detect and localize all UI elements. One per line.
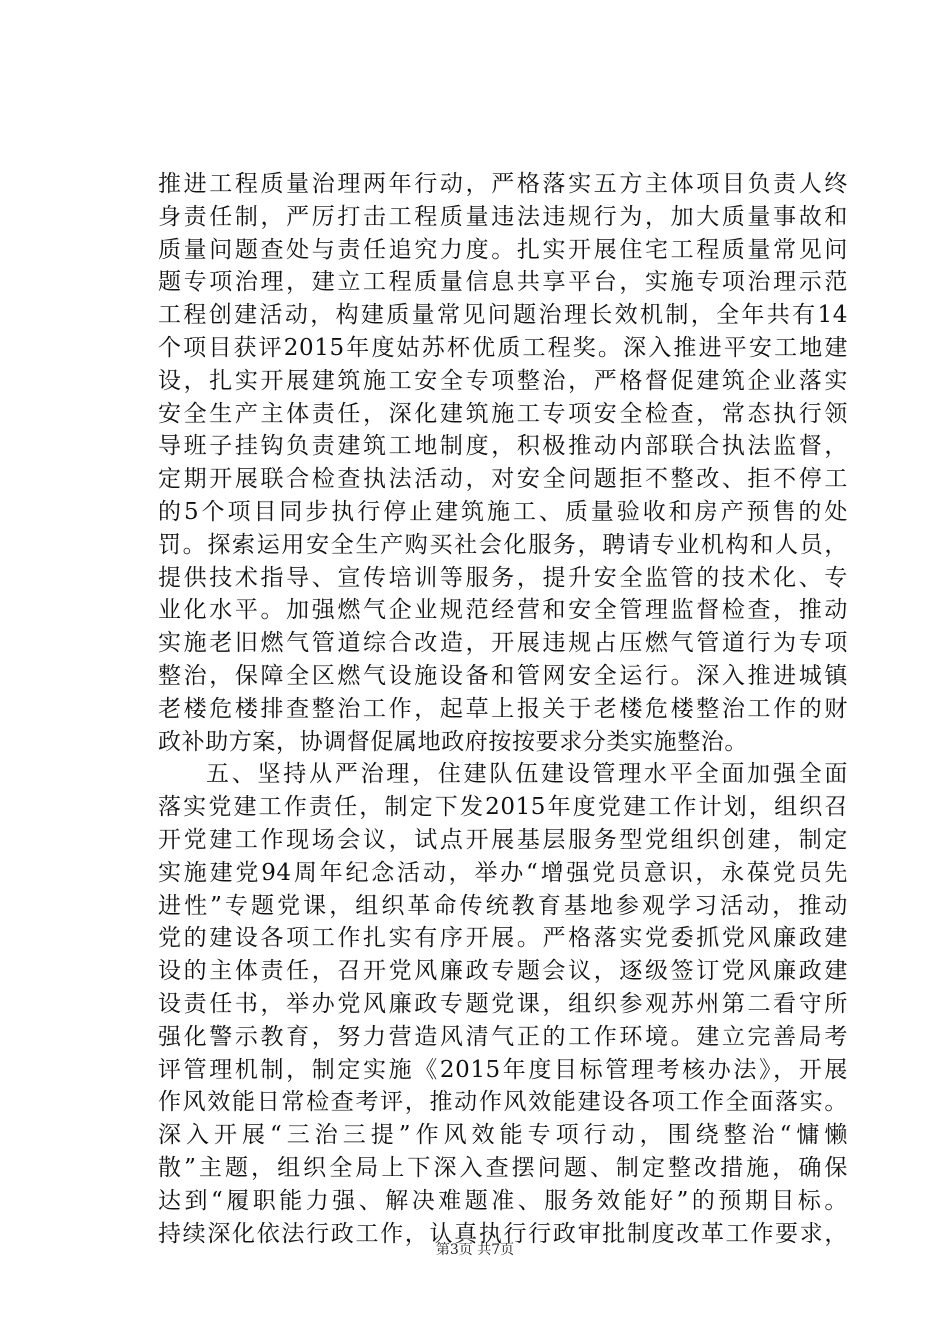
body-line: 作风效能日常检查考评，推动作风效能建设各项工作全面落实。 xyxy=(158,1089,848,1116)
body-line: 整治，保障全区燃气设施设备和管网安全运行。深入推进城镇 xyxy=(158,662,848,689)
body-line: 实施老旧燃气管道综合改造，开展违规占压燃气管道行为专项 xyxy=(158,630,848,657)
body-line: 题专项治理，建立工程质量信息共享平台，实施专项治理示范 xyxy=(158,269,848,296)
body-line: 工程创建活动，构建质量常见问题治理长效机制，全年共有14 xyxy=(158,302,848,329)
body-line: 党的建设各项工作扎实有序开展。严格落实党委抓党风廉政建 xyxy=(158,925,848,952)
body-line: 老楼危楼排查整治工作，起草上报关于老楼危楼整治工作的财 xyxy=(158,695,848,722)
body-line: 深入开展“三治三提”作风效能专项行动，围绕整治“慵懒 xyxy=(158,1122,848,1149)
body-line: 罚。探索运用安全生产购买社会化服务，聘请专业机构和人员， xyxy=(158,531,848,558)
body-line: 定期开展联合检查执法活动，对安全问题拒不整改、拒不停工 xyxy=(158,466,848,493)
body-line: 达到“履职能力强、解决难题准、服务效能好”的预期目标。 xyxy=(158,1187,848,1214)
body-line: 设，扎实开展建筑施工安全专项整治，严格督促建筑企业落实 xyxy=(158,367,848,394)
body-line: 业化水平。加强燃气企业规范经营和安全管理监督检查，推动 xyxy=(158,597,848,624)
body-line: 安全生产主体责任，深化建筑施工专项安全检查，常态执行领 xyxy=(158,400,848,427)
body-line: 的5个项目同步执行停止建筑施工、质量验收和房产预售的处 xyxy=(158,498,848,525)
body-line: 设的主体责任，召开党风廉政专题会议，逐级签订党风廉政建 xyxy=(158,958,848,985)
body-line: 进性”专题党课，组织革命传统教育基地参观学习活动，推动 xyxy=(158,892,848,919)
body-line: 开党建工作现场会议，试点开展基层服务型党组织创建，制定 xyxy=(158,826,848,853)
body-line: 推进工程质量治理两年行动，严格落实五方主体项目负责人终 xyxy=(158,171,848,197)
body-line: 身责任制，严厉打击工程质量违法违规行为，加大质量事故和 xyxy=(158,203,848,230)
body-line: 导班子挂钩负责建筑工地制度，积极推动内部联合执法监督， xyxy=(158,433,848,460)
body-line: 质量问题查处与责任追究力度。扎实开展住宅工程质量常见问 xyxy=(158,236,848,263)
body-line: 提供技术指导、宣传培训等服务，提升安全监管的技术化、专 xyxy=(158,564,848,591)
body-line: 设责任书，举办党风廉政专题党课，组织参观苏州第二看守所 xyxy=(158,990,848,1017)
document-body xyxy=(158,168,848,1250)
body-line: 评管理机制，制定实施《2015年度目标管理考核办法》，开展 xyxy=(158,1056,848,1083)
body-line: 实施建党94周年纪念活动，举办“增强党员意识，永葆党员先 xyxy=(158,859,848,886)
body-line: 落实党建工作责任，制定下发2015年度党建工作计划，组织召 xyxy=(158,794,848,821)
body-line: 政补助方案，协调督促属地政府按按要求分类实施整治。 xyxy=(158,728,748,755)
page-number-footer: 第3页 共7页 xyxy=(435,1242,515,1258)
body-line: 个项目获评2015年度姑苏杯优质工程奖。深入推进平安工地建 xyxy=(158,334,848,361)
body-line: 强化警示教育，努力营造风清气正的工作环境。建立完善局考 xyxy=(158,1023,848,1050)
body-line: 散”主题，组织全局上下深入查摆问题、制定整改措施，确保 xyxy=(158,1154,848,1181)
section-heading-line: 五、坚持从严治理，住建队伍建设管理水平全面加强全面 xyxy=(206,761,848,788)
body-line: 持续深化依法行政工作，认真执行行政审批制度改革工作要求， xyxy=(158,1220,848,1247)
